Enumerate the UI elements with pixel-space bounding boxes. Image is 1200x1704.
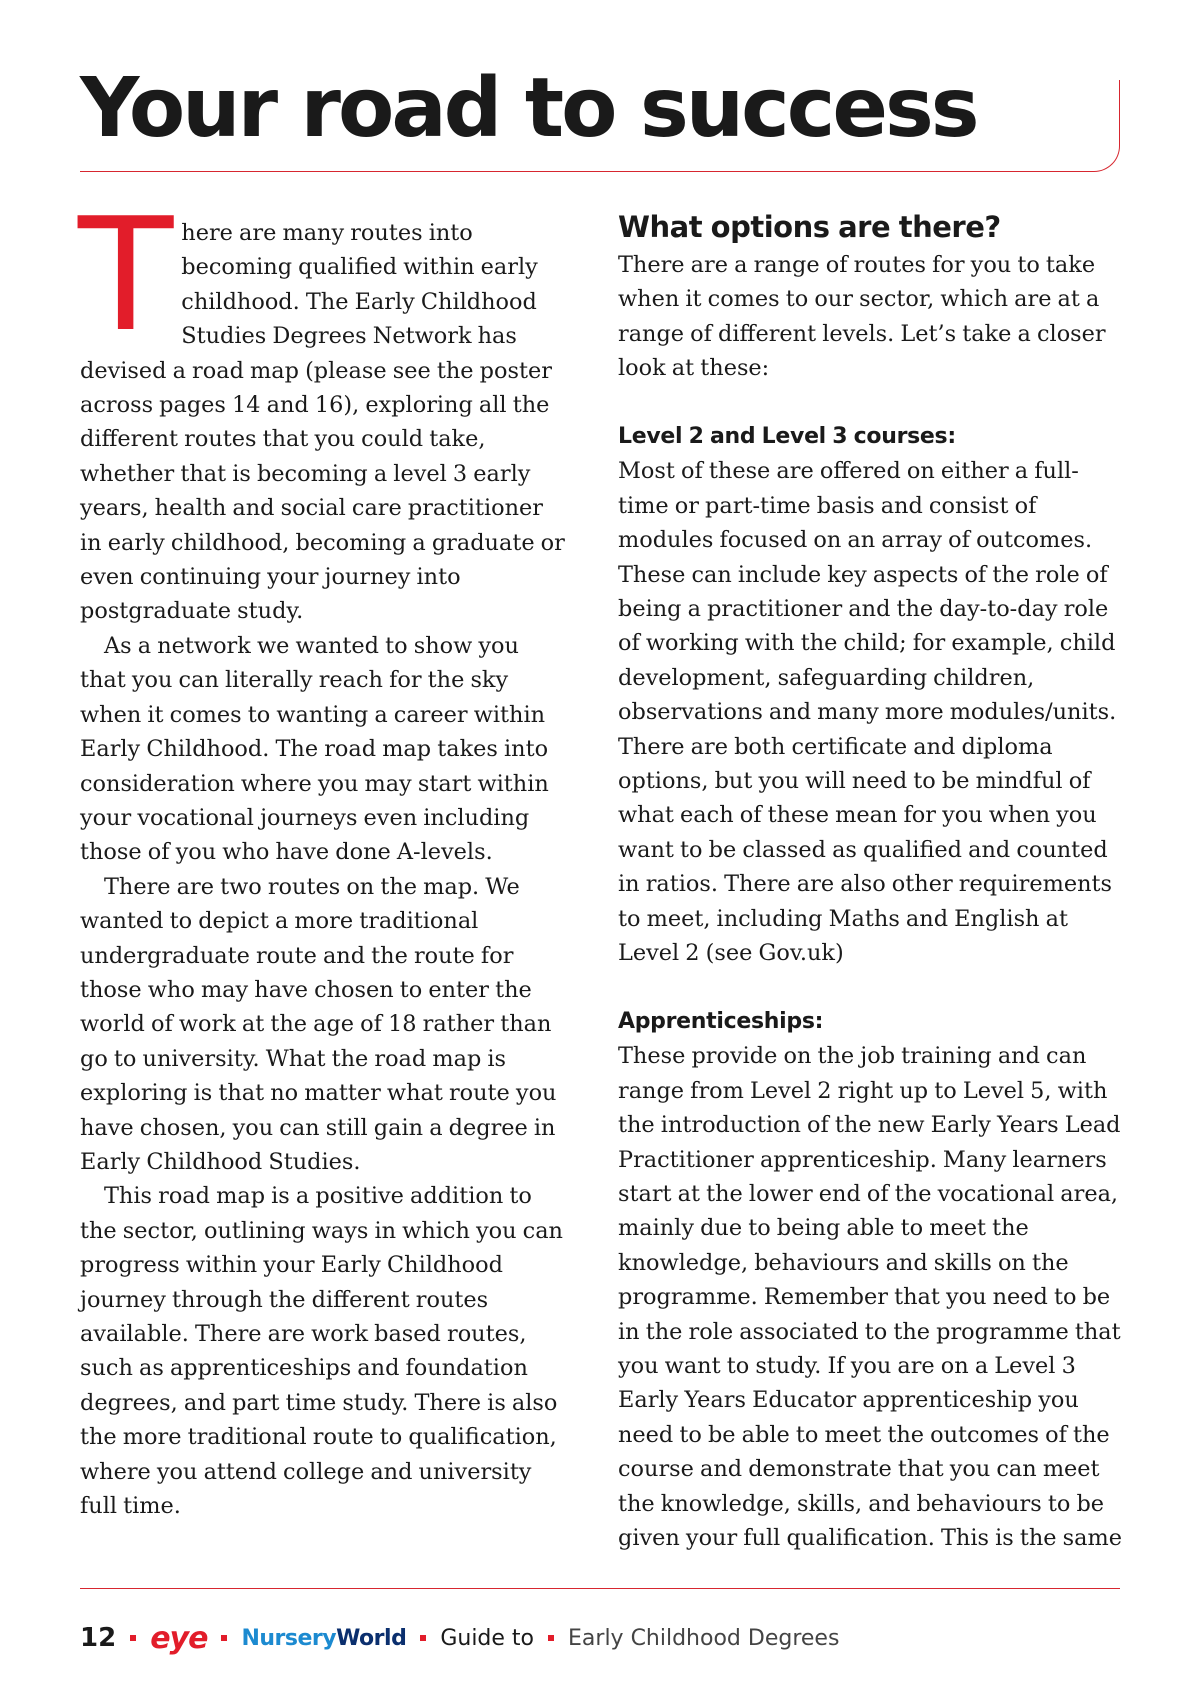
- separator-square: [130, 1635, 136, 1641]
- footer-topic: Early Childhood Degrees: [568, 1625, 840, 1651]
- nursery-world-logo: [241, 1626, 406, 1651]
- right-column: [618, 210, 1128, 1555]
- eye-logo: eye: [150, 1620, 208, 1656]
- options-intro: There are a range of routes for you to take when it comes to our sector, which are at a range of different levels. Let’s take a closer look at these:: [618, 252, 1106, 382]
- intro-paragraph: [78, 184, 568, 629]
- separator-square: [548, 1635, 554, 1641]
- level-courses-text: Most of these are offered on either a full-time or part-time basis and consist of modules focused on an array of outcomes. These can include key aspects of the role of being a practitioner and the day-to-day role of working with the child; for example, child development, safeguarding children, observations and many more modules/units. There are both certificate and diploma options, but you will need to be mindful of what each of these mean for you when you want to be classed as qualified and counted in ratios. There are also other requirements to meet, including Maths and English at Level 2 (see Gov.uk): [618, 458, 1117, 967]
- apprenticeships-text: These provide on the job training and can range from Level 2 right up to Level 5, with the introduction of the new Early Years Lead Practitioner apprenticeship. Many learners start at the lower end of the vocational area, mainly due to being able to meet the knowledge, behaviours and skills on the programme. Remember that you need to be in the role associated to the programme that you want to study. If you are on a Level 3 Early Years Educator apprenticeship you need to be able to meet the outcomes of the course and demonstrate that you can meet the knowledge, skills, and behaviours to be given your full qualification. This is the same: [618, 1043, 1122, 1551]
- level-courses-heading: Level 2 and Level 3 courses:: [618, 424, 956, 450]
- apprenticeships-heading: Apprenticeships:: [618, 1008, 824, 1034]
- spacer: [618, 971, 1128, 1005]
- page-title: Your road to success: [80, 61, 977, 156]
- left-column: [78, 184, 568, 1523]
- separator-square: [420, 1635, 426, 1641]
- drop-cap: T: [78, 184, 174, 366]
- footer-divider: [80, 1588, 1120, 1589]
- title-divider: [80, 80, 1120, 172]
- section-heading: What options are there?: [618, 210, 1001, 244]
- page-footer: [80, 1618, 839, 1658]
- body-paragraph: There are two routes on the map. We wanted to depict a more traditional undergraduate route and the route for those who may have chosen to enter the world of work at the age of 18 rather than go to university. What the road map is exploring is that no matter what route you have chosen, you can still gain a degree in Early Childhood Studies.: [80, 873, 557, 1175]
- separator-square: [221, 1635, 227, 1641]
- body-paragraph: As a network we wanted to show you that you can literally reach for the sky when it comes to wanting a career within Early Childhood. The road map takes into consideration where you may start within your vocational journeys even including those of you who have done A-levels.: [80, 632, 549, 866]
- logo-world: World: [336, 1625, 407, 1651]
- page-number: 12: [80, 1623, 117, 1653]
- body-paragraph: This road map is a positive addition to the sector, outlining ways in which you can progress within your Early Childhood journey through the different routes available. There are work based routes, such as apprenticeships and foundation degrees, and part time study. There is also the more traditional route to qualification, where you attend college and university full time.: [80, 1183, 563, 1520]
- logo-nursery: Nursery: [241, 1625, 337, 1651]
- footer-guide-label: Guide to: [440, 1625, 535, 1651]
- paragraph-text: here are many routes into becoming qualified within early childhood. The Early Childhood Studies Degrees Network has devised a road map (please see the poster across pages 14 and 16), exploring all the different routes that you could take, whether that is becoming a level 3 early years, health and social care practitioner in early childhood, becoming a graduate or even continuing your journey into postgraduate study.: [80, 220, 565, 625]
- spacer: [618, 386, 1128, 420]
